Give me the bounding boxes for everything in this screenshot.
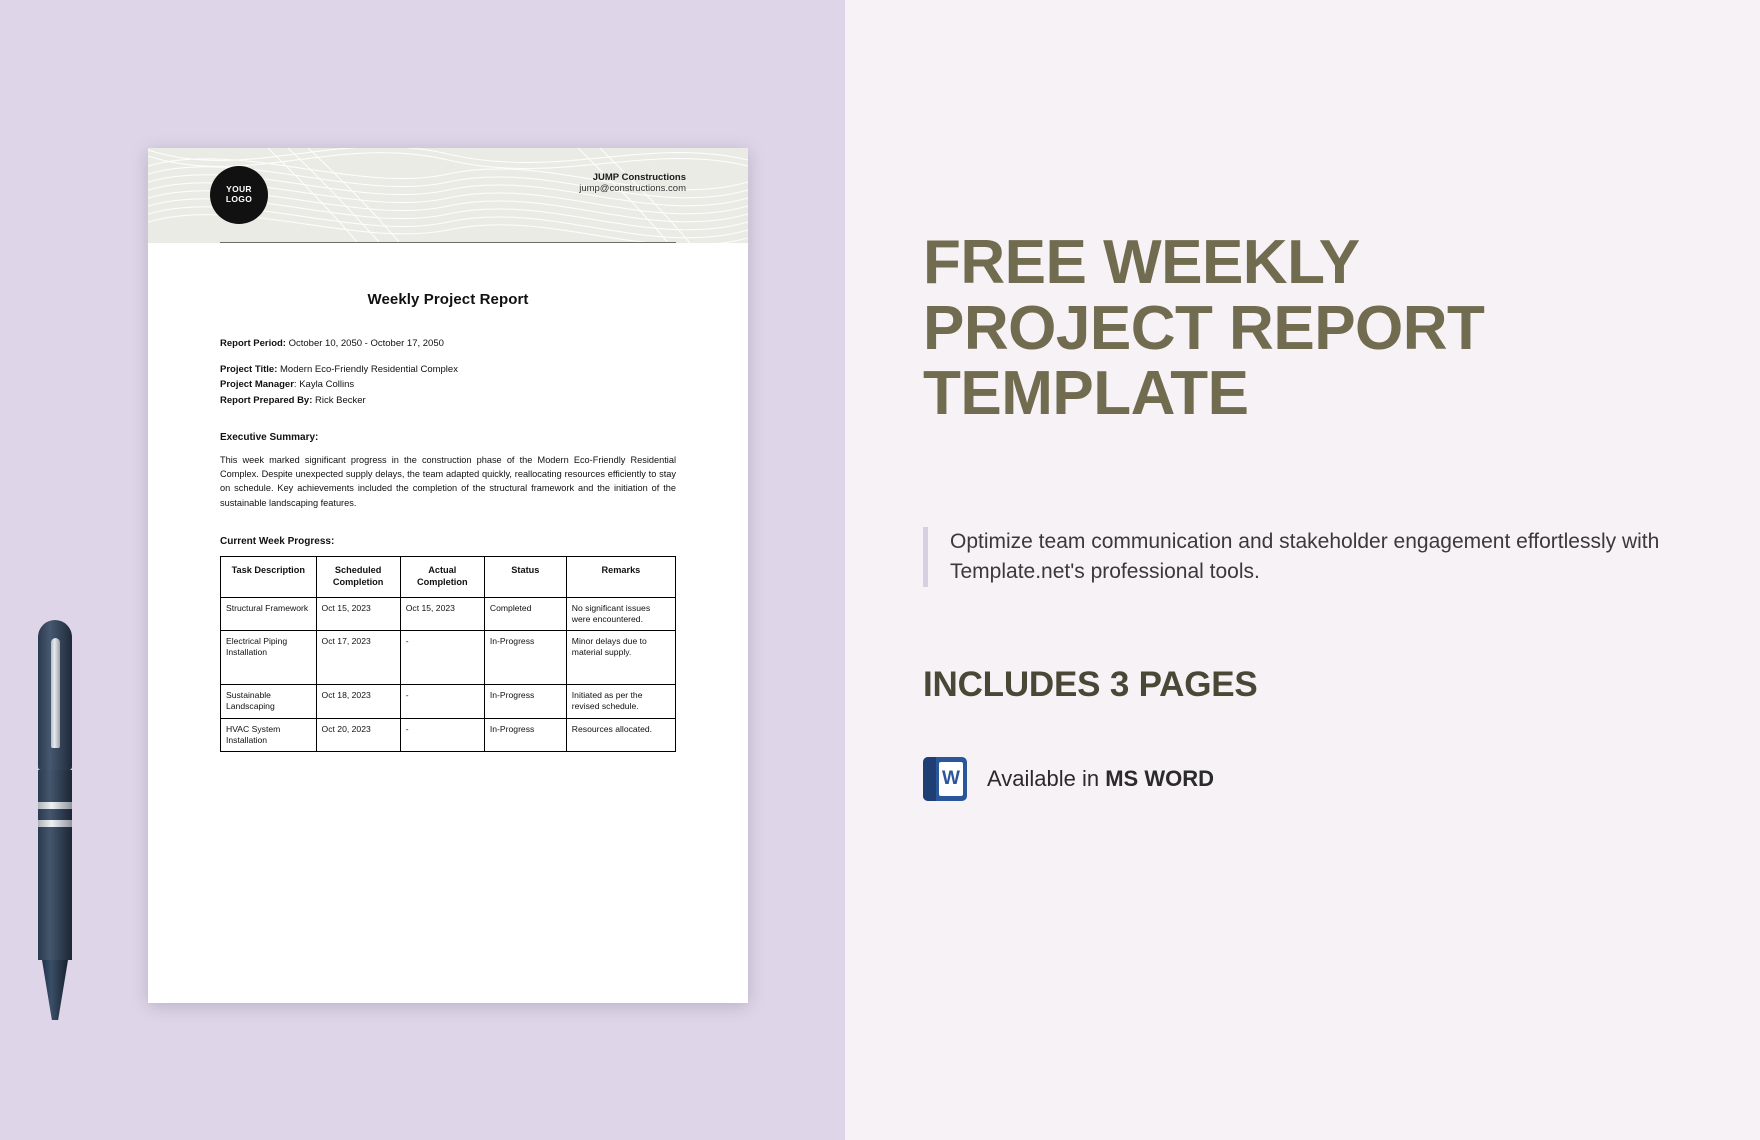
logo-line-1: YOUR [226, 184, 252, 195]
cell-actual: - [400, 631, 484, 685]
promo-panel [845, 0, 1760, 1140]
ms-word-icon [923, 757, 967, 801]
pen-clip [51, 638, 60, 748]
report-period-label: Report Period: [220, 338, 286, 349]
project-title-line [220, 362, 676, 377]
cell-remarks: Initiated as per the revised schedule. [566, 685, 675, 718]
report-period-value: October 10, 2050 - October 17, 2050 [288, 338, 444, 349]
cell-task: Sustainable Landscaping [221, 685, 317, 718]
document-title: Weekly Project Report [367, 291, 529, 308]
column-header-scheduled: Scheduled Completion [316, 556, 400, 597]
cell-status: Completed [484, 597, 566, 630]
cell-task: Structural Framework [221, 597, 317, 630]
column-header-task: Task Description [221, 556, 317, 597]
cell-task: Electrical Piping Installation [221, 631, 317, 685]
company-logo [210, 166, 268, 224]
cell-remarks: Resources allocated. [566, 718, 675, 751]
availability-app: MS WORD [1105, 765, 1214, 791]
prepared-by-line [220, 393, 676, 408]
cell-actual: - [400, 718, 484, 751]
table-row [221, 631, 676, 685]
cell-scheduled: Oct 17, 2023 [316, 631, 400, 685]
document-preview-panel [0, 0, 845, 1140]
company-name: JUMP Constructions [592, 172, 686, 183]
promo-headline: FREE WEEKLY PROJECT REPORT TEMPLATE [923, 228, 1485, 429]
project-title-label: Project Title: [220, 363, 278, 375]
executive-summary-text: This week marked significant progress in the construction phase of the Modern Eco-Friendly Residential Complex. Despite unexpected supply delays, the team adapted quickly, reallocating resources efficiently to stay on schedule. Key achievements included the completion of the structural framework and the initiation of the sustainable landscaping features. [220, 454, 676, 508]
word-icon-letter: W [942, 767, 960, 789]
project-manager-label: Project Manager [220, 379, 294, 391]
table-row [221, 718, 676, 751]
executive-summary-heading: Executive Summary: [220, 431, 319, 443]
pen-illustration [38, 620, 72, 1020]
project-manager-line [220, 377, 676, 392]
document-header [148, 148, 748, 243]
cell-task: HVAC System Installation [221, 718, 317, 751]
project-title-value: Modern Eco-Friendly Residential Complex [280, 363, 458, 375]
document-page[interactable] [148, 148, 748, 1003]
table-row [221, 597, 676, 630]
company-contact-block [579, 172, 686, 194]
cell-remarks: Minor delays due to material supply. [566, 631, 675, 685]
column-header-status: Status [484, 556, 566, 597]
header-divider [220, 242, 676, 243]
word-icon-spine [923, 757, 936, 801]
company-email: jump@constructions.com [579, 183, 686, 194]
promo-subtitle-block [923, 527, 1663, 587]
availability-text [987, 766, 1214, 792]
table-row [221, 685, 676, 718]
cell-status: In-Progress [484, 631, 566, 685]
promo-subtitle: Optimize team communication and stakeholder engagement effortlessly with Template.net's professional tools. [950, 530, 1660, 583]
document-body [148, 243, 748, 752]
cell-scheduled: Oct 15, 2023 [316, 597, 400, 630]
prepared-by-value: Rick Becker [315, 394, 366, 406]
progress-table [220, 556, 676, 752]
logo-line-2: LOGO [225, 194, 253, 204]
pen-ring-lower [38, 820, 72, 827]
table-header-row [221, 556, 676, 597]
cell-scheduled: Oct 18, 2023 [316, 685, 400, 718]
column-header-remarks: Remarks [566, 556, 675, 597]
cell-scheduled: Oct 20, 2023 [316, 718, 400, 751]
column-header-actual: Actual Completion [400, 556, 484, 597]
cell-actual: - [400, 685, 484, 718]
prepared-by-label: Report Prepared By: [220, 394, 313, 406]
cell-actual: Oct 15, 2023 [400, 597, 484, 630]
cell-status: In-Progress [484, 685, 566, 718]
pen-tip [42, 960, 68, 1020]
pen-ring-upper [38, 802, 72, 809]
project-meta-group [220, 362, 676, 408]
project-manager-value: : Kayla Collins [293, 379, 355, 391]
pages-count-label: INCLUDES 3 PAGES [923, 664, 1258, 704]
availability-prefix: Available in [987, 765, 1106, 791]
cell-remarks: No significant issues were encountered. [566, 597, 675, 630]
report-period-line [220, 338, 676, 351]
pen-body [38, 770, 72, 960]
cell-status: In-Progress [484, 718, 566, 751]
availability-row [923, 757, 1690, 801]
current-week-progress-heading: Current Week Progress: [220, 535, 335, 547]
